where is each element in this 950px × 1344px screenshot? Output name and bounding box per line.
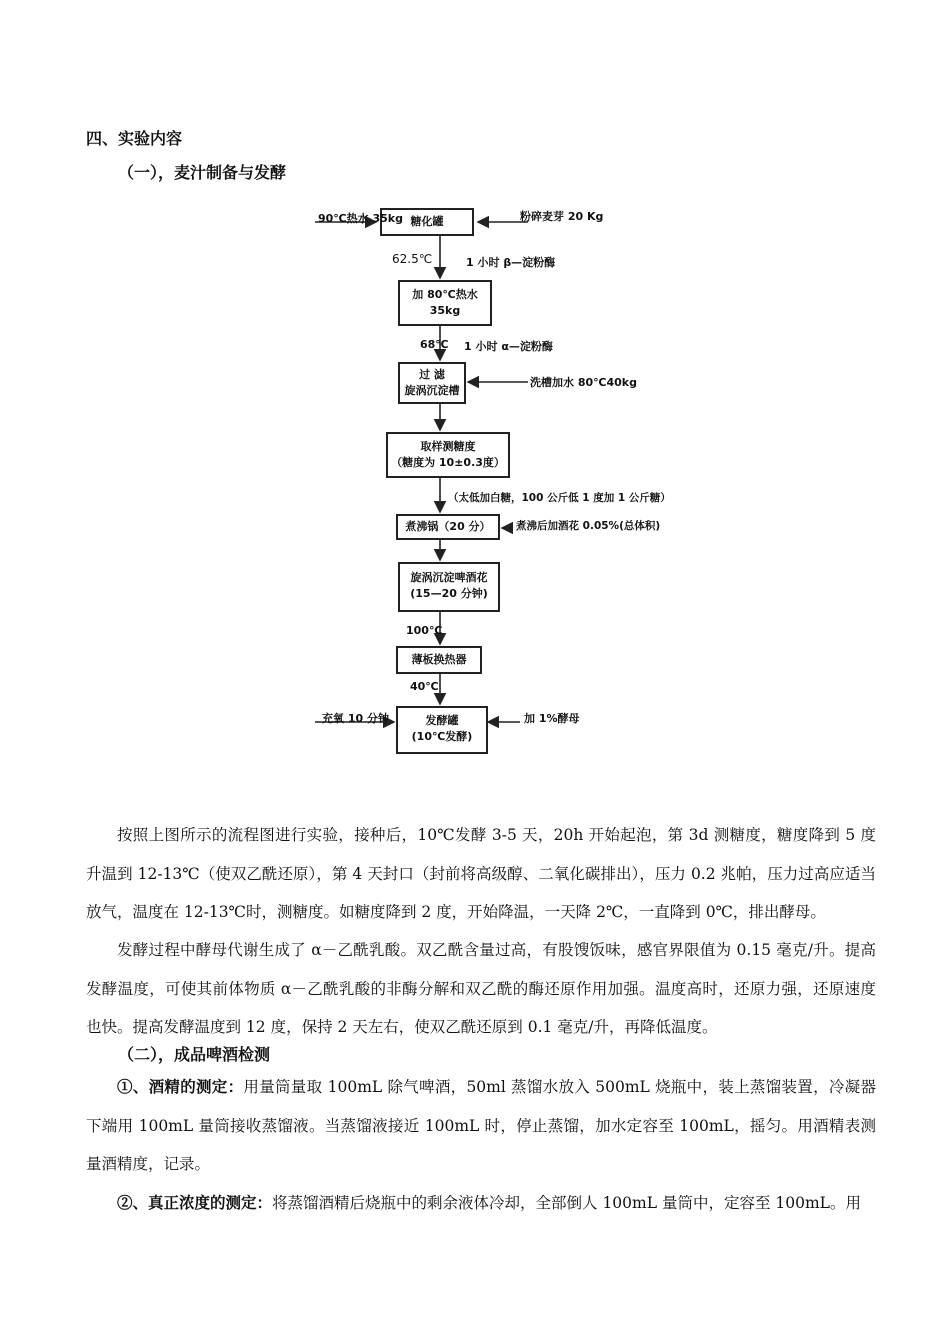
step2-temp-label: 68℃ bbox=[420, 338, 449, 351]
box-label: （糖度为 10±0.3度） bbox=[391, 456, 505, 469]
flow-box-add-hot-water bbox=[398, 280, 492, 326]
section-heading: 四、实验内容 bbox=[86, 129, 183, 148]
paragraph-text: 按照上图所示的流程图进行实验，接种后，10℃发酵 3-5 天，20h 开始起泡，第 3d 测糖度，糖度降到 5 度升温到 12-13℃（使双乙酰还原），第 4 天封口（封前将高级醇、二氧化碳排出），压力 0.2 兆帕，压力过高应适当放气，温度在 12-13℃时，测糖度。如糖度降到 2 度，开始降温，一天降 2℃，一直降到 0℃，排出酵母。 bbox=[86, 826, 876, 921]
step4-note-label: （太低加白糖，100 公斤低 1 度加 1 公斤糖） bbox=[448, 492, 671, 504]
step1-temp-label: 62.5℃ bbox=[392, 252, 433, 266]
step7-temp-label: 40℃ bbox=[410, 680, 439, 693]
box-label: (15—20 分钟) bbox=[410, 587, 488, 600]
flow-box-whirlpool-hops bbox=[398, 562, 500, 612]
subsection-heading-2: （二），成品啤酒检测 bbox=[118, 1045, 271, 1064]
step1-note-label: 1 小时 β—淀粉酶 bbox=[466, 256, 556, 269]
flow-box-plate-heat-exchanger bbox=[396, 646, 482, 674]
input-hot-water-label: 90℃热水 35kg bbox=[318, 212, 403, 225]
box-label: 35kg bbox=[429, 304, 461, 317]
box-label: 糖化罐 bbox=[410, 215, 444, 228]
input-hops-label: 煮沸后加酒花 0.05%(总体积) bbox=[516, 520, 661, 532]
paragraph-text: 将蒸馏酒精后烧瓶中的剩余液体冷却，全部倒人 100mL 量筒中，定容至 100mL。用 bbox=[272, 1194, 861, 1212]
input-wash-water-label: 洗槽加水 80℃40kg bbox=[530, 376, 637, 389]
input-oxygen-label: 充氧 10 分钟 bbox=[322, 712, 389, 725]
flow-box-filter bbox=[398, 362, 466, 404]
box-label: 取样测糖度 bbox=[420, 440, 476, 453]
input-malt-label: 粉碎麦芽 20 Kg bbox=[520, 210, 604, 223]
box-label: 发酵罐 bbox=[425, 714, 459, 727]
item-label: ①、酒精的测定： bbox=[117, 1077, 244, 1096]
paragraph-true-concentration bbox=[86, 1184, 876, 1223]
flow-box-boiling-pot bbox=[396, 514, 500, 540]
step6-temp-label: 100℃ bbox=[406, 624, 443, 637]
box-label: (10℃发酵) bbox=[411, 730, 473, 743]
step2-note-label: 1 小时 α—淀粉酶 bbox=[464, 340, 553, 353]
box-label: 薄板换热器 bbox=[411, 653, 467, 666]
flow-box-fermentation-tank bbox=[396, 706, 488, 754]
paragraph-alcohol-determination bbox=[86, 1068, 876, 1184]
box-label: 过 滤 bbox=[419, 368, 445, 381]
box-label: 旋涡沉淀啤酒花 bbox=[410, 571, 488, 584]
process-flowchart bbox=[300, 198, 671, 768]
flow-box-sample-sugar bbox=[386, 432, 510, 478]
box-label: 加 80℃热水 bbox=[412, 288, 478, 301]
paragraph-text: 用量筒量取 100mL 除气啤酒，50ml 蒸馏水放入 500mL 烧瓶中，装上蒸馏装置，冷凝器下端用 100mL 量筒接收蒸馏液。当蒸馏液接近 100mL 时，停止蒸馏，加水定容至 100mL，摇匀。用酒精表测量酒精度，记录。 bbox=[86, 1078, 876, 1173]
box-label: 旋涡沉淀槽 bbox=[404, 384, 460, 397]
paragraph-fermentation-procedure bbox=[86, 816, 876, 932]
paragraph-text: 发酵过程中酵母代谢生成了 α－乙酰乳酸。双乙酰含量过高，有股馊饭味，感官界限值为 0.15 毫克/升。提高发酵温度，可使其前体物质 α－乙酰乳酸的非酶分解和双乙酰的酶还原作用加强。温度高时，还原力强，还原速度也快。提高发酵温度到 12 度，保持 2 天左右，使双乙酰还原到 0.1 毫克/升，再降低温度。 bbox=[86, 941, 876, 1036]
paragraph-diacetyl bbox=[86, 931, 876, 1047]
subsection-heading-1: （一），麦汁制备与发酵 bbox=[118, 163, 287, 182]
box-label: 煮沸锅（20 分） bbox=[405, 520, 491, 533]
item-label: ②、真正浓度的测定： bbox=[117, 1193, 273, 1212]
input-yeast-label: 加 1%酵母 bbox=[524, 712, 580, 725]
